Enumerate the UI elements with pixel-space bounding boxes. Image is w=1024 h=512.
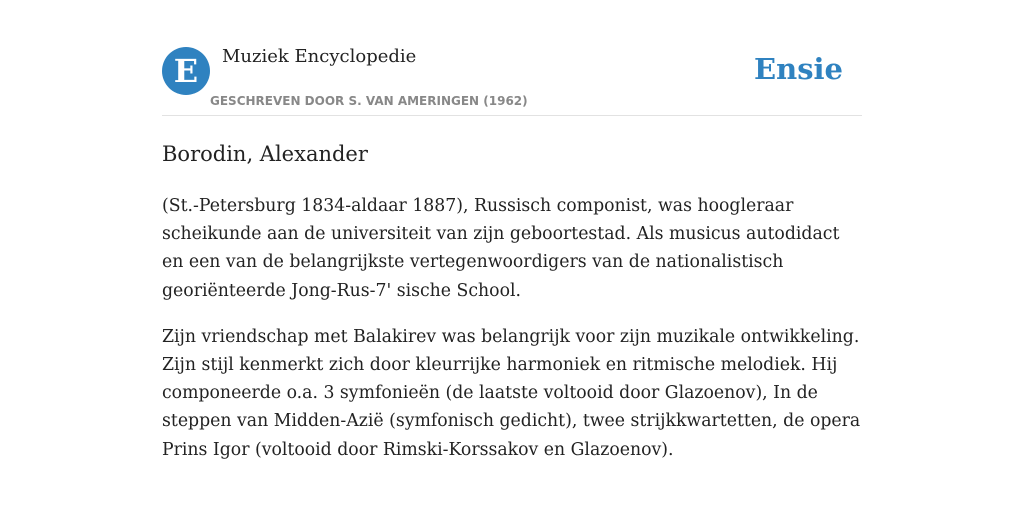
author-byline: GESCHREVEN DOOR S. VAN AMERINGEN (1962) [210,94,528,108]
entry-title: Borodin, Alexander [162,142,368,166]
encyclopedia-card [162,0,862,512]
book-title-link[interactable]: Muziek Encyclopedie [222,46,417,67]
encyclopedia-logo-icon[interactable]: E [162,47,210,95]
entry-paragraph: Zijn vriendschap met Balakirev was belangrijk voor zijn muzikale ontwikkeling. Zijn stijl kenmerkt zich door kleurrijke harmoniek en ritmische melodiek. Hij componeerde o.a. 3 symfonieën (de laatste voltooid door Glazoenov), In de steppen van Midden-Azië (symfonisch gedicht), twee strijkkwartetten, de opera Prins Igor (voltooid door Rimski-Korssakov en Glazoenov). [162,326,861,460]
header-divider [162,115,862,116]
entry-paragraph: (St.-Petersburg 1834-aldaar 1887), Russisch componist, was hoogleraar scheikunde aan de universiteit van zijn geboortestad. Als musicus autodidact en een van de belangrijkste vertegenwoordigers van de nationalistisch georiënteerde Jong-Rus-7' sische School. [162,196,840,301]
entry-body [162,192,862,482]
ensie-brand-logo[interactable]: Ensie [754,52,843,86]
